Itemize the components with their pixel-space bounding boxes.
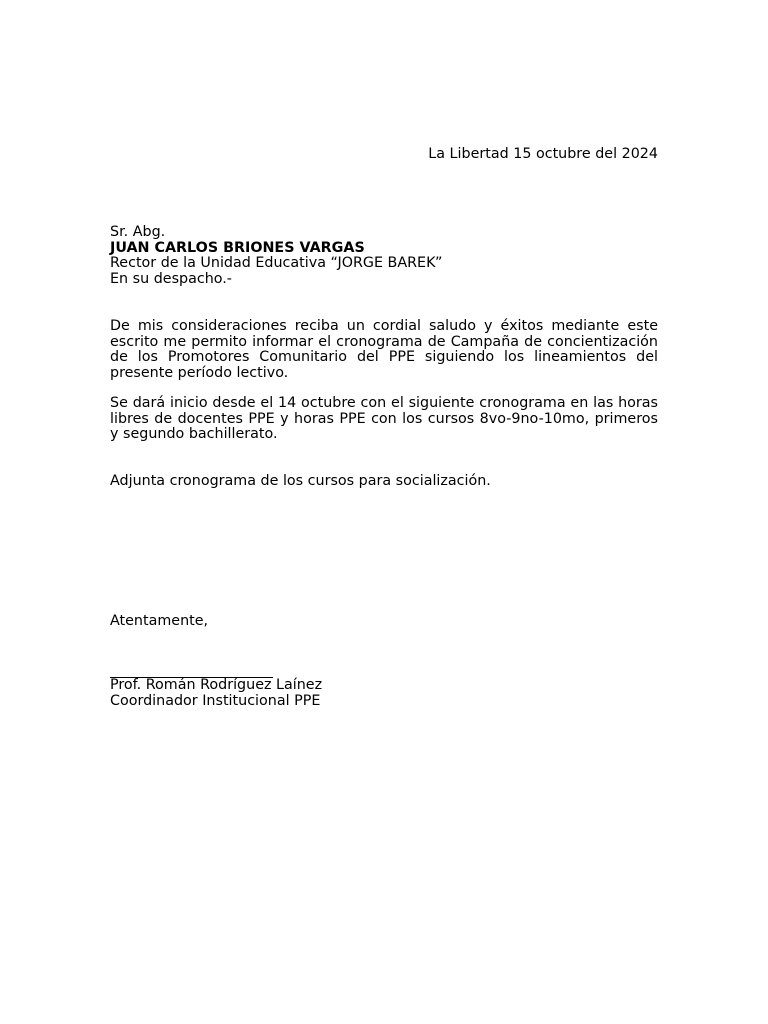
letter-date: La Libertad 15 octubre del 2024 xyxy=(428,146,658,162)
recipient-salutation: Sr. Abg. xyxy=(110,224,166,240)
signer-role: Coordinador Institucional PPE xyxy=(110,692,321,709)
body-paragraph-attachment: Adjunta cronograma de los cursos para socialización. xyxy=(110,473,491,489)
recipient-title: Rector de la Unidad Educativa “JORGE BAREK” xyxy=(110,255,443,272)
signer-block xyxy=(110,678,322,709)
signer-name: Prof. Román Rodríguez Laínez xyxy=(110,677,323,693)
body-paragraph-schedule: Se dará inicio desde el 14 octubre con el siguiente cronograma en las horas libres de docentes PPE y horas PPE con los cursos 8vo-9no-10mo, primeros y segundo bachillerato. xyxy=(110,395,658,443)
recipient-name: JUAN CARLOS BRIONES VARGAS xyxy=(110,239,365,256)
recipient-location: En su despacho.- xyxy=(110,271,232,288)
closing: Atentamente, xyxy=(110,613,209,629)
body-paragraph-greeting: De mis consideraciones reciba un cordial saludo y éxitos mediante este escrito me permito informar el cronograma de Campaña de concientización de los Promotores Comunitario del PPE siguiendo los lineamientos del presente período lectivo. xyxy=(110,318,658,382)
recipient-block xyxy=(110,225,658,288)
